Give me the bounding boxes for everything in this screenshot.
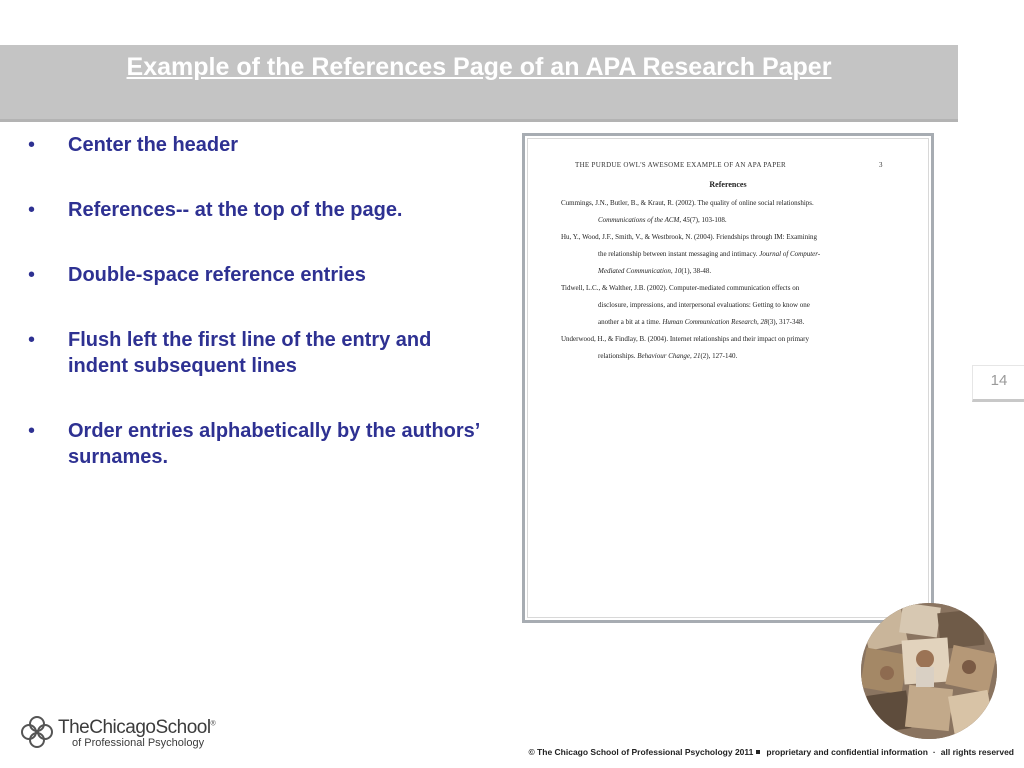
bullet-item [28, 132, 488, 158]
reference-entry-line: Hu, Y., Wood, J.F., Smith, V., & Westbrook, N. (2004). Friendships through IM: Examining [561, 233, 818, 241]
slide-page-number: 14 [972, 365, 1024, 402]
square-separator-icon [756, 750, 760, 754]
chicago-school-logo-icon [20, 715, 54, 749]
footer-rights: all rights reserved [940, 747, 1014, 757]
bullet-text: Flush left the first line of the entry and indent subsequent lines [68, 329, 432, 377]
entry-text: the relationship between instant messaging and intimacy. [598, 250, 760, 258]
bullet-symbol: • [28, 199, 36, 221]
photo-collage-image [861, 603, 997, 739]
entry-text: relationships. [598, 352, 638, 360]
reference-entry-line [561, 348, 901, 365]
footer-copyright: © The Chicago School of Professional Psychology 2011 [528, 747, 754, 757]
footer-confidential: proprietary and confidential information [766, 747, 928, 757]
journal-title: Communications of the ACM, 45 [598, 216, 690, 224]
reference-entry-line [561, 263, 901, 280]
journal-title: Human Communication Research, 28 [662, 318, 768, 326]
logo-wordmark [58, 717, 215, 739]
bullet-list [28, 132, 488, 509]
journal-details: (2), 127-140. [700, 352, 738, 360]
bullet-symbol: • [28, 134, 36, 156]
journal-title: Behaviour Change, 21 [637, 352, 701, 360]
journal-title: Mediated Communication, 10 [598, 267, 682, 275]
bullet-text: Order entries alphabetically by the authors’ surnames. [68, 420, 480, 468]
reference-entry-line: Tidwell, L.C., & Walther, J.B. (2002). Computer-mediated communication effects on [561, 284, 800, 292]
reference-entries [561, 195, 901, 365]
bullet-symbol: • [28, 329, 36, 351]
photo-collage-graphic [861, 603, 997, 739]
logo-subtitle: of Professional Psychology [72, 737, 205, 749]
bullet-item [28, 262, 488, 288]
reference-entry-line: Underwood, H., & Findlay, B. (2004). Internet relationships and their impact on primary [561, 335, 809, 343]
reference-entry-line [561, 246, 901, 263]
footer [528, 747, 1014, 757]
bullet-item [28, 197, 488, 223]
bullet-text: Center the header [68, 134, 239, 156]
journal-details: (7), 103-108. [689, 216, 727, 224]
reference-entry-line [561, 212, 901, 229]
slide-title: Example of the References Page of an APA Research Paper [126, 53, 832, 81]
journal-details: (3), 317-348. [767, 318, 805, 326]
reference-entry-line: disclosure, impressions, and interpersonal evaluations: Getting to know one [598, 301, 810, 309]
bullet-symbol: • [28, 264, 36, 286]
reference-entry-line: Cummings, J.N., Butler, B., & Kraut, R. (2002). The quality of online social relationships. [561, 199, 814, 207]
document-heading: References [709, 180, 747, 189]
reference-entry-line [561, 314, 901, 331]
journal-title: Journal of Computer- [759, 250, 821, 258]
bullet-item [28, 418, 488, 470]
bullet-text: Double-space reference entries [68, 264, 366, 286]
registered-mark: ® [210, 720, 216, 728]
journal-details: (1), 38-48. [681, 267, 712, 275]
document-page-number: 3 [879, 161, 883, 169]
document-running-head: THE PURDUE OWL'S AWESOME EXAMPLE OF AN APA PAPER [575, 161, 787, 169]
logo-name-text: TheChicagoSchool [58, 717, 211, 738]
bullet-symbol: • [28, 420, 36, 442]
entry-text: another a bit at a time. [598, 318, 663, 326]
bullet-text: References-- at the top of the page. [68, 199, 403, 221]
footer-separator: · [932, 747, 936, 757]
bullet-item [28, 327, 488, 379]
sample-document-image [522, 133, 934, 623]
